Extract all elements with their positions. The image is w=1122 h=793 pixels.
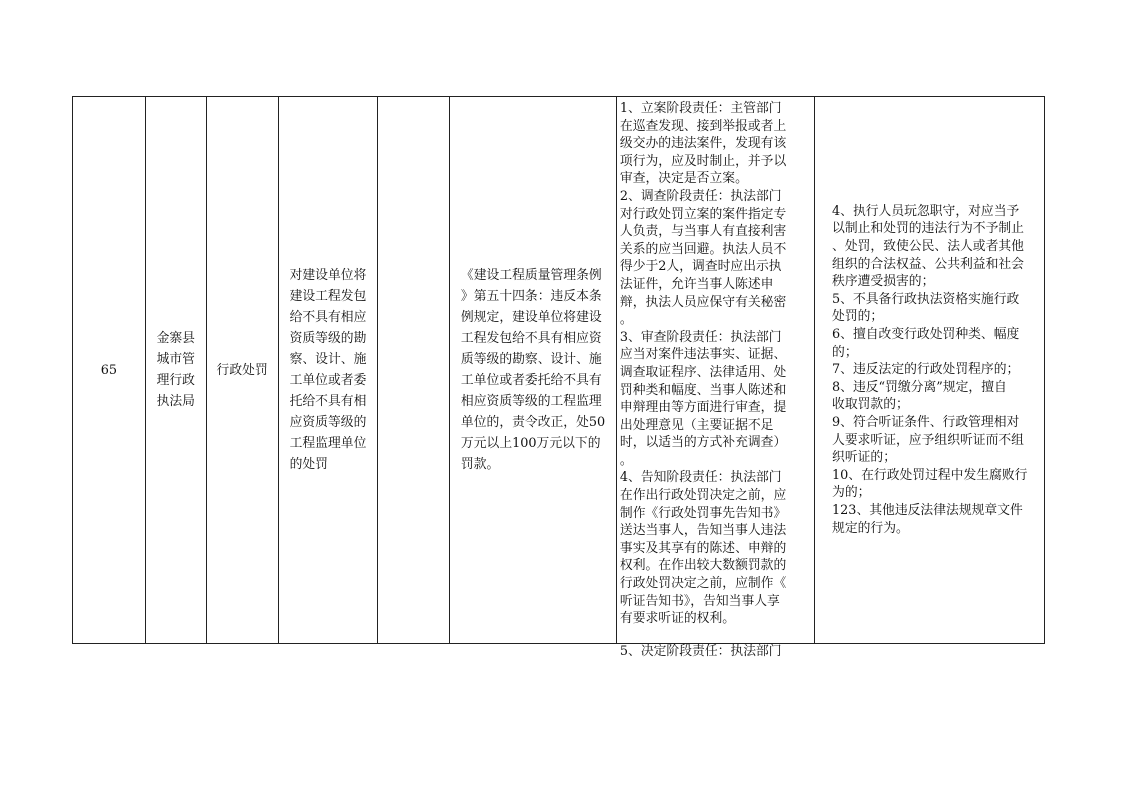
item-name-cell <box>279 97 379 643</box>
accountability-text: 4、执行人员玩忽职守，对应当予 以制止和处罚的违法行为不予制止 、处罚，致使公民、法人或者其他 组织的合法权益、公共利益和社会 秩序遭受损害的； 5、不具备行政执法资格实施行政 处罚的； 6、擅自改变行政处罚种类、幅度 的； 7、违反法定的行政处罚程序的； 8、违反“罚缴分离”规定，擅自 收取罚款的； 9、符合听证条件、行政管理相对 人要求听证，应予组织听证而不组 织听证的； 10、在行政处罚过程中发生腐败行 为的； 123、其他违反法律法规规章文件 规定的行为。 <box>832 203 1028 536</box>
power-category: 行政处罚 <box>216 362 268 378</box>
row-number: 65 <box>100 362 118 378</box>
legal-basis-text: 《建设工程质量管理条例 》第五十四条：违反本条 例规定，建设单位将建设 工程发包给不具有相应资 质等级的勘察、设计、施 工单位或者委托给不具有 相应资质等级的工程监理 单位的，责令改正，处50 万元以上100万元以下的 罚款。 <box>460 268 606 472</box>
responsibilities-text: 1、立案阶段责任：主管部门 在巡查发现、接到举报或者上 级交办的违法案件，发现有该 项行为，应及时制止，并予以 审查，决定是否立案。 2、调查阶段责任：执法部门 对行政处罚立案的案件指定专 人负责，与当事人有直接利害 关系的应当回避。执法人员不 得少于2人，调查时应出示执 法证件，允许当事人陈述申 辩，执法人员应保守有关秘密 。 3、审查阶段责任：执法部门 应当对案件违法事实、证据、 调查取证程序、法律适用、处 罚种类和幅度、当事人陈述和 申辩理由等方面进行审查，提 出处理意见（主要证据不足 时，以适当的方式补充调查） 。 4、告知阶段责任：执法部门 在作出行政处罚决定之前，应 制作《行政处罚事先告知书》 送达当事人，告知当事人违法 事实及其享有的陈述、申辩的 权利。在作出较大数额罚款的 行政处罚决定之前，应制作《 听证告知书》，告知当事人享 有要求听证的权利。 <box>619 101 787 627</box>
category-cell <box>207 97 279 643</box>
department-cell <box>146 97 207 643</box>
accountability-cell <box>815 97 1044 643</box>
department-name: 金寨县 城市管 理行政 执法局 <box>156 331 195 409</box>
empty-cell <box>378 97 450 643</box>
responsibilities-cut-line: 5、决定阶段责任：执法部门 <box>619 644 782 659</box>
row-number-cell <box>73 97 146 643</box>
responsibilities-cell <box>617 97 816 659</box>
responsibility-table-row <box>72 96 1045 659</box>
power-item-name: 对建设单位将 建设工程发包 给不具有相应 资质等级的勘 察、设计、施 工单位或者委 托给不具有相 应资质等级的 工程监理单位 的处罚 <box>289 268 367 472</box>
legal-basis-cell <box>450 97 617 643</box>
